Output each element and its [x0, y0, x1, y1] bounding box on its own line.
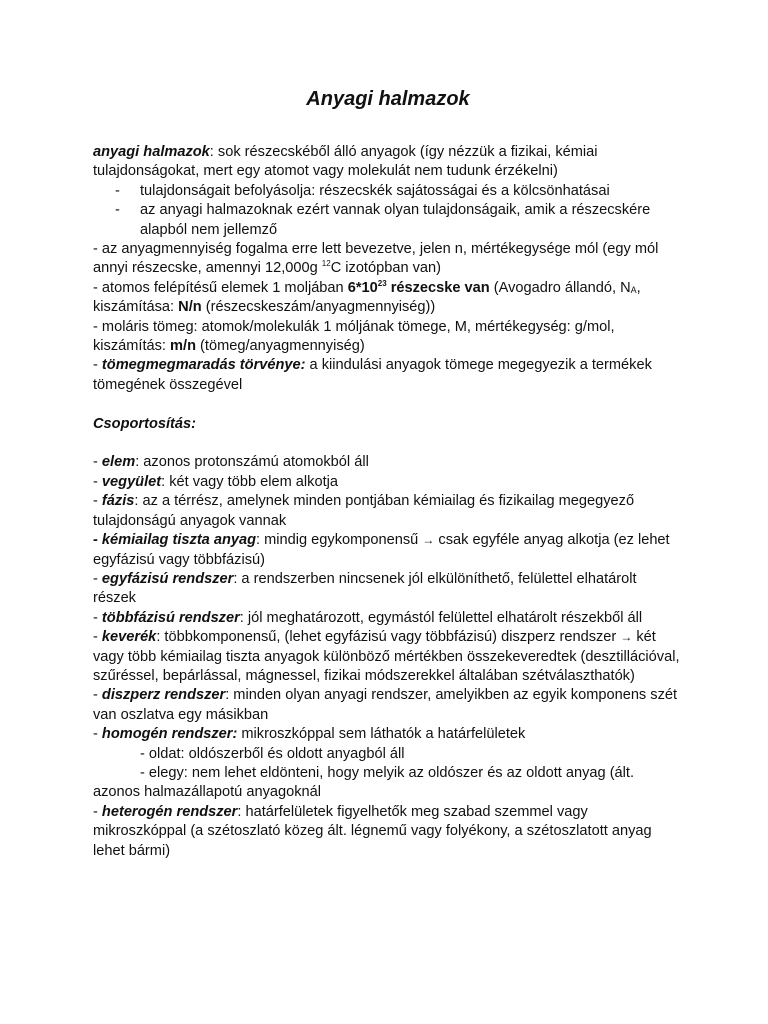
- amount-text: - az anyagmennyiség fogalma erre lett bevezetve, jelen n, mértékegysége mól (egy mól annyi részecske, amennyi 12,000g: [93, 241, 659, 277]
- bullet-item: [93, 201, 683, 240]
- avogadro-bold-text: részecske van: [386, 279, 490, 296]
- molar-text-end: (tömeg/anyagmennyiség): [196, 338, 365, 355]
- definition-egyfazisu: [93, 570, 683, 609]
- blank-line: [93, 395, 683, 414]
- def-term: elem: [101, 454, 136, 471]
- bullet-text: tulajdonságait befolyásolja: részecskék sajátosságai és a kölcsönhatásai: [140, 182, 610, 199]
- avogadro-text: - atomos felépítésű elemek 1 moljában: [93, 279, 348, 296]
- conservation-text: a kiindulási anyagok tömege megegyezik a termékek tömegének összegével: [93, 357, 652, 393]
- arrow-icon: →: [422, 533, 435, 548]
- def-prefix: -: [93, 570, 102, 587]
- def-term: heterogén rendszer: [101, 803, 238, 820]
- def-prefix: -: [93, 687, 102, 704]
- def-term: többfázisú rendszer: [101, 609, 240, 626]
- amount-paragraph: [93, 240, 683, 279]
- amount-text-end: C izotópban van): [330, 260, 442, 277]
- def-prefix: -: [93, 726, 102, 743]
- conservation-term: tömegmegmaradás törvénye:: [101, 357, 306, 374]
- def-term: keverék: [101, 629, 157, 646]
- arrow-icon: →: [620, 630, 633, 645]
- def-prefix: -: [93, 803, 102, 820]
- def-text: : az a térrész, amelynek minden pontjában kémiailag és fizikailag megegyező tulajdonságú anyagok vannak: [93, 493, 635, 529]
- def-text: : azonos protonszámú atomokból áll: [135, 454, 369, 471]
- def-term: egyfázisú rendszer: [101, 570, 234, 587]
- def-prefix: -: [93, 609, 102, 626]
- intro-term: anyagi halmazok: [93, 144, 210, 160]
- definition-heterogen: [93, 803, 683, 861]
- bullet-text: az anyagi halmazoknak ezért vannak olyan tulajdonságaik, amik a részecskére alapból nem jellemző: [140, 202, 651, 238]
- def-text: : minden olyan anyagi rendszer, amelyikben az egyik komponens szét van oszlatva egy másikban: [93, 687, 678, 723]
- definition-tobbfazisu: [93, 609, 683, 628]
- def-text: : a rendszerben nincsenek jól elkülöníthető, felülettel elhatárolt részek: [93, 570, 637, 607]
- avogadro-text-4: (részecskeszám/anyagmennyiség)): [201, 299, 436, 316]
- molar-paragraph: [93, 318, 683, 357]
- isotope-superscript: 12: [321, 259, 331, 269]
- homogen-subitem-elegy: - elegy: nem lehet eldönteni, hogy melyik az oldószer és az oldott anyag (ált.: [140, 764, 635, 781]
- def-text-after-arrow: két vagy több kémiailag tiszta anyagok különböző mértékben összekeveredtek (desztillációval, szűréssel, bepárlással, mágnessel, fizikai módszerekkel általában szétválaszthatók): [93, 629, 680, 684]
- bullet-item: [93, 182, 683, 201]
- def-term: - kémiailag tiszta anyag: [93, 532, 257, 549]
- conservation-prefix: -: [93, 357, 102, 374]
- definition-diszperz: [93, 686, 683, 725]
- avogadro-paragraph: [93, 279, 683, 318]
- def-text: : két vagy több elem alkotja: [161, 473, 338, 490]
- definition-keverek: [93, 628, 683, 686]
- section-heading: Csoportosítás:: [93, 415, 196, 432]
- conservation-paragraph: [93, 356, 683, 395]
- def-term: vegyület: [101, 473, 162, 490]
- page-title: Anyagi halmazok: [306, 88, 470, 110]
- definition-homogen: [93, 725, 683, 744]
- def-text: : határfelületek figyelhetők meg szabad szemmel vagy mikroszkóppal (a szétoszlató közeg ált. légnemű vagy folyékony, a szétoszlatott anyag lehet bármi): [93, 803, 652, 859]
- document-page: [93, 86, 683, 861]
- def-term: diszperz rendszer: [101, 687, 226, 704]
- def-text: : mindig egykomponensű: [256, 532, 423, 549]
- avogadro-exponent: 23: [377, 278, 387, 288]
- def-prefix: -: [93, 493, 102, 510]
- def-prefix: -: [93, 454, 102, 471]
- intro-text: : sok részecskéből álló anyagok (így nézzük a fizikai, kémiai tulajdonságokat, mert egy atomot vagy molekulát nem tudunk érzékelni): [93, 144, 598, 180]
- avogadro-text-3: , kiszámítása:: [93, 279, 641, 316]
- molar-formula: m/n: [170, 338, 196, 355]
- def-prefix: -: [93, 473, 102, 490]
- blank-line: [93, 434, 683, 453]
- def-text: : jól meghatározott, egymástól felülettel elhatárolt részekből áll: [239, 609, 643, 626]
- def-term: fázis: [101, 493, 135, 510]
- avogadro-formula: N/n: [178, 299, 202, 316]
- definition-kemiailag-tiszta: [93, 531, 683, 570]
- def-text: mikroszkóppal sem láthatók a határfelületek: [237, 726, 526, 743]
- homogen-subitem-oldat: - oldat: oldószerből és oldott anyagból áll: [140, 745, 405, 762]
- def-term: homogén rendszer:: [101, 726, 238, 743]
- intro-paragraph: [93, 143, 683, 182]
- definition-vegyulet: [93, 473, 683, 492]
- def-text: : többkomponensű, (lehet egyfázisú vagy többfázisú) diszperz rendszer: [156, 629, 621, 646]
- bullet-dash: -: [115, 202, 120, 219]
- def-prefix: -: [93, 629, 102, 646]
- homogen-subitem-tail: azonos halmazállapotú anyagoknál: [93, 784, 321, 801]
- avogadro-number: 6*10: [347, 279, 378, 296]
- definition-fazis: [93, 492, 683, 531]
- avogadro-subscript: A: [630, 284, 637, 295]
- avogadro-text-2: (Avogadro állandó, N: [489, 279, 631, 296]
- molar-text: - moláris tömeg: atomok/molekulák 1 móljának tömege, M, mértékegység: g/mol, kiszámítás:: [93, 318, 615, 355]
- definition-elem: [93, 453, 683, 472]
- bullet-dash: -: [115, 182, 120, 199]
- def-text-after-arrow: csak egyféle anyag alkotja (ez lehet egyfázisú vagy többfázisú): [93, 532, 670, 568]
